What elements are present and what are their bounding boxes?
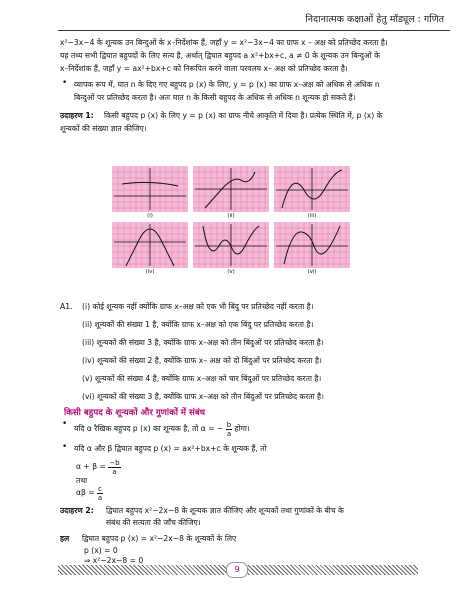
graph-curve-none [112,166,188,212]
answer-label: A1. [60,302,73,311]
product-of-zeros [76,484,103,502]
graph-plot [274,166,350,212]
denominator: a [112,467,117,476]
graph-caption: (i) [147,213,153,219]
bullet1-line-2: बिन्दुओं पर प्रतिच्छेद करता है। अतः घात n के किसी बहुपद के अधिक से अधिक n शून्यक हो सकते हैं। [74,93,356,102]
example1-label: उदाहरण 1: [60,111,94,120]
solution-line-1: द्विघात बहुपद p (x) = x²−2x−8 के शून्यकों के लिए [82,534,237,543]
answer-item: (ii) शून्यकों की संख्या 1 है, क्योंकि ग्राफ x–अक्ष को एक बिंदु पर प्रतिच्छेद करता है। [82,320,314,329]
solution-line-3: ⇒ x²−2x−8 = 0 [84,556,144,565]
bullet-dot: • [62,419,68,429]
graph-plot [274,222,350,268]
graph-caption: (v) [227,269,235,275]
example2-label: उदाहरण 2: [60,506,94,515]
graph-curve-three-roots [274,166,350,212]
header-rule [58,30,450,31]
bullet1-line-1: व्यापक रूप में, घात n के दिए गए बहुपद p (x) के लिए, y = p (x) का ग्राफ x–अक्ष को अधिक से अधिक n [74,80,380,89]
graph-panel [112,222,188,277]
denominator: a [97,493,103,502]
graph-caption: (iii) [307,213,317,219]
graph-panel [112,166,188,221]
fraction [226,421,232,438]
intro-line-3: x–निर्देशांक हैं, जहाँ y = ax²+bx+c को निरूपित करने वाला परवलय x– अक्ष को प्रतिच्छेद करता है। [60,64,348,73]
graph-plot [112,222,188,268]
example2-line-1: द्विघात बहुपद x²−2x−8 के शून्यक ज्ञात कीजिए और शून्यकों तथा गुणांकों के बीच के [106,506,344,515]
graph-panel [274,222,350,277]
example1-line-2: शून्यकों की संख्या ज्ञात कीजिए। [60,124,147,133]
graph-figure [112,166,350,277]
graph-curve-four-roots [193,222,269,268]
sum-lhs: α + β = [76,462,106,471]
intro-line-1: x²−3x−4 के शून्यक उन बिन्दुओं के x–निर्देशांक हैं, जहाँ y = x²−3x−4 का ग्राफ x – अक्ष को प्रतिच्छेद करता है। [60,38,388,47]
graph-panel [193,222,269,277]
graph-caption: (vi) [307,269,317,275]
graph-panel [274,166,350,221]
answer-item: (iii) शून्यकों की संख्या 3 है, क्योंकि ग्राफ x–अक्ष को तीन बिंदुओं पर प्रतिच्छेद करता है। [82,338,324,347]
solution-line-2: p (x) = 0 [84,546,118,555]
prod-lhs: αβ = [76,488,95,497]
answer-item: (i) कोई शून्यक नहीं क्योंकि ग्राफ x–अक्ष को एक भी बिंदु पर प्रतिच्छेद नहीं करता है। [82,302,314,311]
linear-relation-tail: होगा। [234,424,250,433]
graph-panel [193,166,269,221]
tatha-word: तथा [76,476,88,485]
intro-line-2: यह तथ्य सभी द्विघात बहुपदों के लिए सत्य है, अर्थात् द्विघात बहुपद a x²+bx+c, a ≠ 0 के शून्यक उन बिन्दुओं के [60,51,380,60]
graph-curve-two-roots [112,222,188,268]
bullet-dot: • [62,78,68,88]
answer-item: (vi) शून्यकों की संख्या 3 है, क्योंकि ग्राफ x–अक्ष को तीन बिंदुओं पर प्रतिच्छेद करता है। [82,392,324,401]
sum-of-zeros [76,458,121,476]
page-number: 9 [226,562,248,578]
answer-item: (v) शून्यकों की संख्या 4 है, क्योंकि ग्राफ x–अक्ष को चार बिंदुओं पर प्रतिच्छेद करता है। [82,374,322,383]
graph-curve-one-root [193,166,269,212]
numerator: c [98,484,102,493]
bullet-dot: • [62,442,68,452]
example1-line-1: किसी बहुपद p (x) के लिए y = p (x) का ग्राफ नीचे आकृति में दिया है। प्रत्येक स्थिति में, p (x) के [104,111,383,120]
numerator: −b [109,458,120,467]
example2-line-2: संबंध की सत्यता की जाँच कीजिए। [106,518,201,527]
graph-curve-three-roots-b [274,222,350,268]
quad-relation: यदि α और β द्विघात बहुपद p (x) = ax²+bx+c के शून्यक हैं, तो [74,444,267,453]
graph-caption: (ii) [227,213,235,219]
fraction [97,485,103,502]
graph-plot [193,222,269,268]
fraction [108,459,120,476]
numerator: b [226,420,232,429]
linear-relation [74,420,250,438]
graph-plot [112,166,188,212]
section-title: किसी बहुपद के शून्यकों और गुणांकों में संबंध [64,408,206,418]
page-header: निदानात्मक कक्षाओं हेतु मॉड्यूल : गणित [305,14,444,25]
solution-label: हल [60,534,70,543]
linear-relation-text: यदि α रैखिक बहुपद p (x) का शून्यक है, तो α = − [74,424,224,433]
answer-item: (iv) शून्यकों की संख्या 2 है, क्योंकि ग्राफ x– अक्ष को दो बिंदुओं पर प्रतिच्छेद करता है। [82,356,322,365]
graph-caption: (iv) [145,269,155,275]
graph-plot [193,166,269,212]
denominator: a [226,429,232,438]
